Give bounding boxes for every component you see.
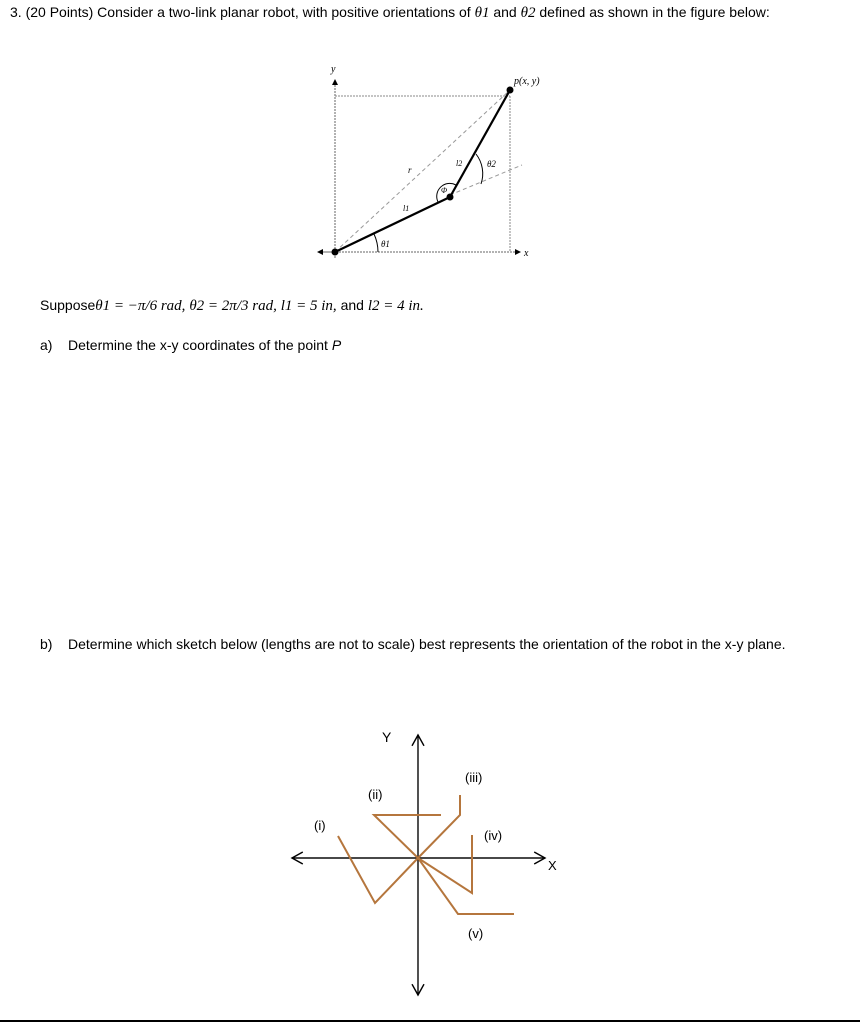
- fig1-label-theta2: θ2: [487, 159, 496, 169]
- robot-diagram: [300, 60, 560, 275]
- fig1-label-r: r: [408, 165, 412, 175]
- question-and: and: [493, 4, 517, 20]
- theta2-value: θ2 = 2π/3 rad,: [189, 298, 277, 314]
- fig2-label-x: X: [548, 858, 557, 873]
- fig1-label-x: x: [524, 248, 529, 259]
- question-text-before: Consider a two-link planar robot, with positive orientations of: [97, 4, 471, 20]
- fig1-label-y: y: [331, 64, 336, 75]
- fig1-theta1-arc: [374, 234, 378, 252]
- suppose-and: and: [340, 297, 364, 313]
- part-a-question: [68, 335, 341, 356]
- theta1-symbol: θ1: [474, 5, 490, 21]
- sketch-iii: [418, 795, 460, 858]
- fig1-label-phi: Φ: [441, 186, 448, 195]
- sketch-ii: [374, 815, 441, 858]
- fig2-label-y: Y: [382, 729, 392, 745]
- question-points: (20 Points): [25, 4, 94, 20]
- page-bottom-rule: [0, 1020, 860, 1022]
- fig1-label-l1: l1: [403, 204, 410, 213]
- l1-value: l1 = 5 in,: [280, 298, 337, 314]
- fig1-elbow-joint: [447, 194, 454, 201]
- question-number: 3.: [10, 4, 22, 20]
- theta1-value: θ1 = −π/6 rad,: [95, 298, 186, 314]
- sketch-lines: [338, 795, 514, 914]
- part-a-point: P: [331, 337, 342, 353]
- fig1-link-1: [335, 197, 450, 252]
- option-label-iv: (iv): [484, 828, 503, 843]
- question-text-after: defined as shown in the figure below:: [539, 4, 770, 20]
- given-values: [40, 295, 424, 316]
- fig1-l1-extension: [450, 165, 522, 195]
- theta2-symbol: θ2: [520, 5, 536, 21]
- fig1-r-line: [335, 90, 510, 252]
- orientation-sketches: [280, 720, 580, 1010]
- suppose-word: Suppose: [40, 297, 96, 313]
- option-label-ii: (ii): [368, 787, 383, 802]
- question-header: [10, 2, 840, 23]
- fig1-label-l2: l2: [456, 159, 463, 168]
- fig1-base-joint: [332, 249, 339, 256]
- part-b-text: Determine which sketch below (lengths are not to scale) best represents the orientation of the robot in the x-y plane.: [68, 636, 786, 652]
- fig1-link-2: [450, 90, 510, 197]
- fig1-end-effector: [507, 87, 514, 94]
- sketch-iv: [418, 835, 472, 893]
- fig1-label-theta1: θ1: [381, 239, 390, 249]
- option-label-i: (i): [314, 818, 326, 833]
- option-label-iii: (iii): [465, 770, 483, 785]
- part-a-label: a): [40, 337, 53, 353]
- fig1-theta2-arc: [476, 154, 483, 184]
- fig1-label-point: p(x, y): [514, 76, 540, 87]
- part-a-text: Determine the x-y coordinates of the point: [68, 337, 328, 353]
- option-label-v: (v): [468, 926, 484, 941]
- l2-value: l2 = 4 in.: [367, 298, 424, 314]
- part-b-label: b): [40, 636, 53, 652]
